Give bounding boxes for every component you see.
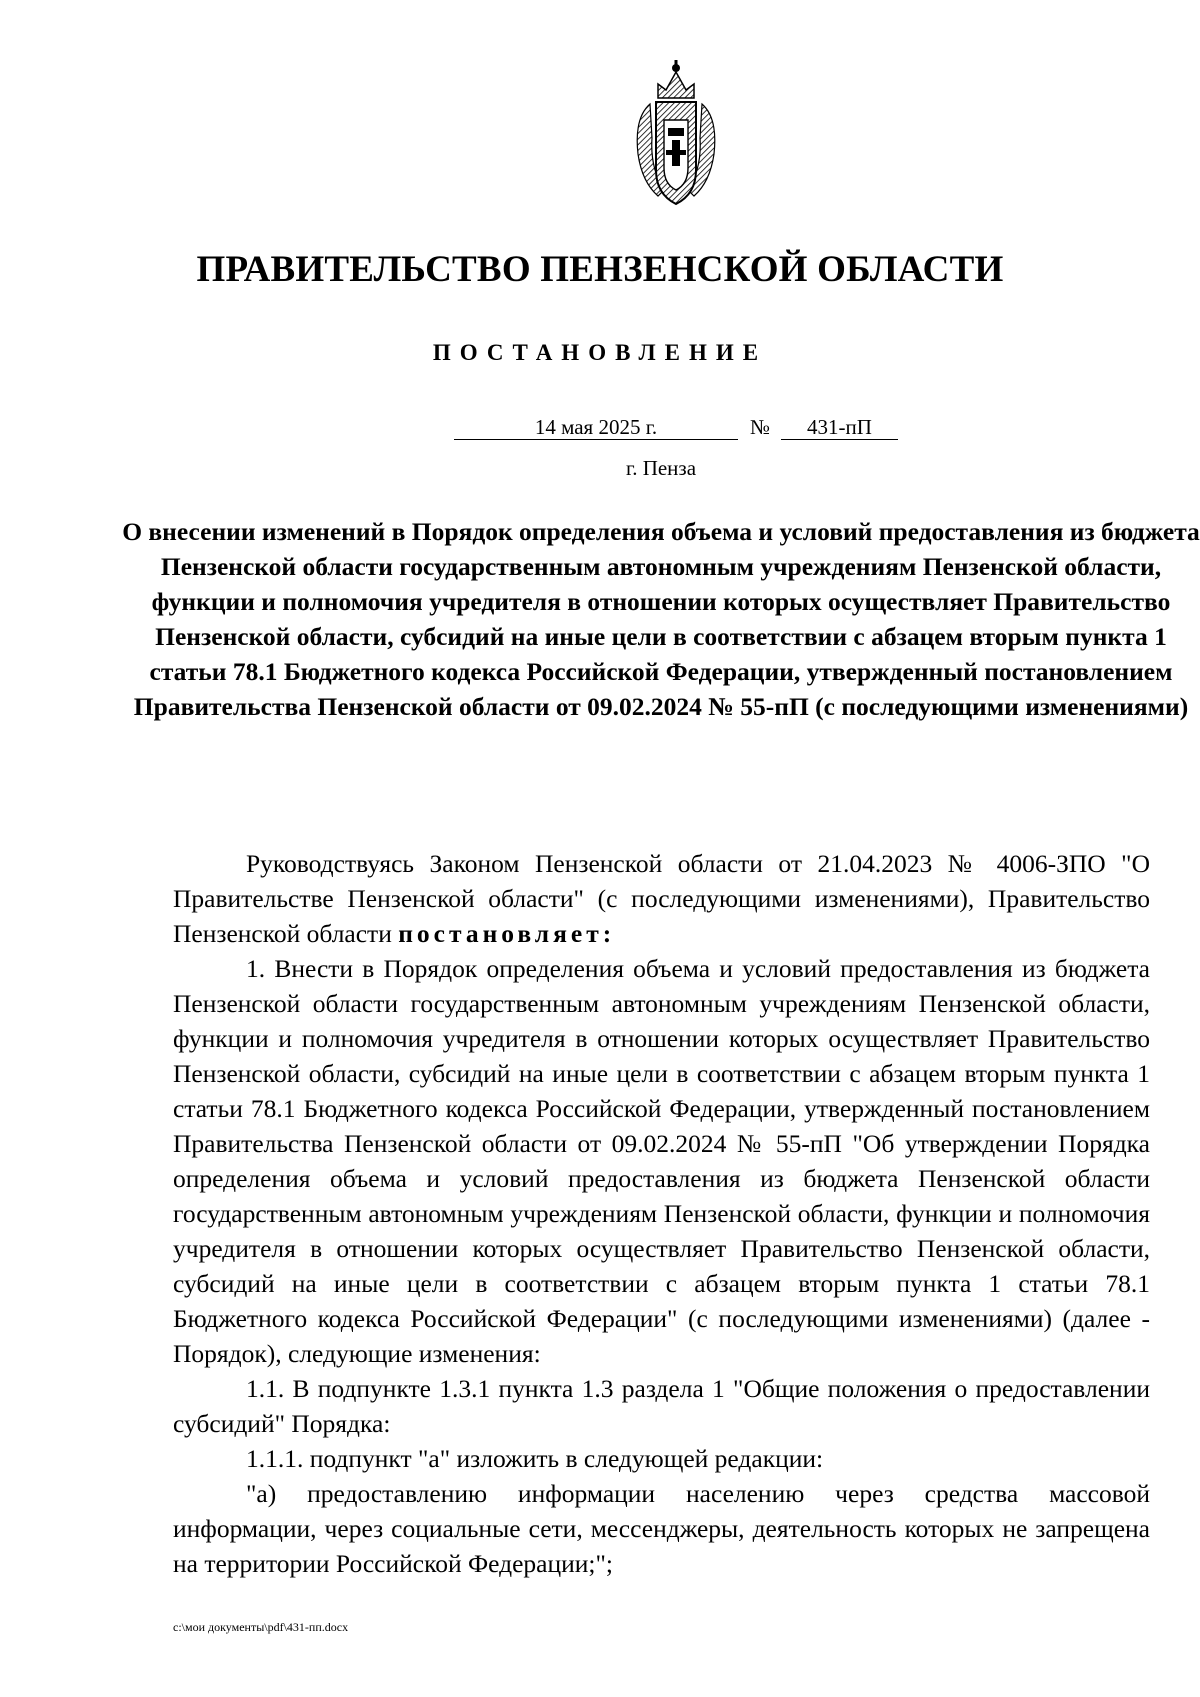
number-sign: № xyxy=(750,415,771,439)
document-date: 14 мая 2025 г. xyxy=(454,415,738,440)
paragraph-1-1-1: 1.1.1. подпункт "а" изложить в следующей редакции: xyxy=(246,1444,824,1473)
document-number: 431-пП xyxy=(781,415,898,440)
government-title: ПРАВИТЕЛЬСТВО ПЕНЗЕНСКОЙ ОБЛАСТИ xyxy=(196,249,1004,290)
paragraph-1-1: 1.1. В подпункте 1.3.1 пункта 1.3 раздела 1 "Общие положения о предоставлении субсидий" Порядка: xyxy=(173,1374,1150,1438)
intro-text: Руководствуясь Законом Пензенской области от 21.04.2023 № 4006-ЗПО "О Правительстве Пензенской области" (с последующими изменениями), Правительство Пензенской области xyxy=(173,849,1150,948)
paragraph-1: 1. Внести в Порядок определения объема и условий предоставления из бюджета Пензенской области государственным автономным учреждениям Пензенской области, функции и полномочия учредителя в отношении которых осуществляет Правительство Пензенской области, субсидий на иные цели в соответствии с абзацем вторым пункта 1 статьи 78.1 Бюджетного кодекса Российской Федерации, утвержденный постановлением Правительства Пензенской области от 09.02.2024 № 55-пП "Об утверждении Порядка определения объема и условий предоставления из бюджета Пензенской области государственным автономным учреждениям Пензенской области, функции и полномочия учредителя в отношении которых осуществляет Правительство Пензенской области, субсидий на иные цели в соответствии с абзацем вторым пункта 1 статьи 78.1 Бюджетного кодекса Российской Федерации" (с последующими изменениями) (далее - Порядок), следующие изменения: xyxy=(173,954,1150,1368)
document-type: ПОСТАНОВЛЕНИЕ xyxy=(432,340,768,365)
document-body xyxy=(173,846,1150,1581)
penza-coat-of-arms-icon xyxy=(628,58,724,208)
paragraph-a: "а) предоставлению информации населению через средства массовой информации, через социальные сети, мессенджеры, деятельность которых не запрещена на территории Российской Федерации;"; xyxy=(173,1479,1150,1578)
body-intro xyxy=(173,846,1150,951)
document-city: г. Пенза xyxy=(625,456,697,480)
footer-file-path: c:\мои документы\pdf\431-пп.docx xyxy=(173,1620,349,1634)
decree-word: постановляет: xyxy=(398,919,616,948)
document-subject: О внесении изменений в Порядок определения объема и условий предоставления из бюджета Пензенской области государственным автономным учреждениям Пензенской области, функции и полномочия учредителя в отношении которых осуществляет Правительство Пензенской области, субсидий на иные цели в соответствии с абзацем вторым пункта 1 статьи 78.1 Бюджетного кодекса Российской Федерации, утвержденный постановлением Правительства Пензенской области от 09.02.2024 № 55-пП (с последующими изменениями) xyxy=(122,517,1200,721)
